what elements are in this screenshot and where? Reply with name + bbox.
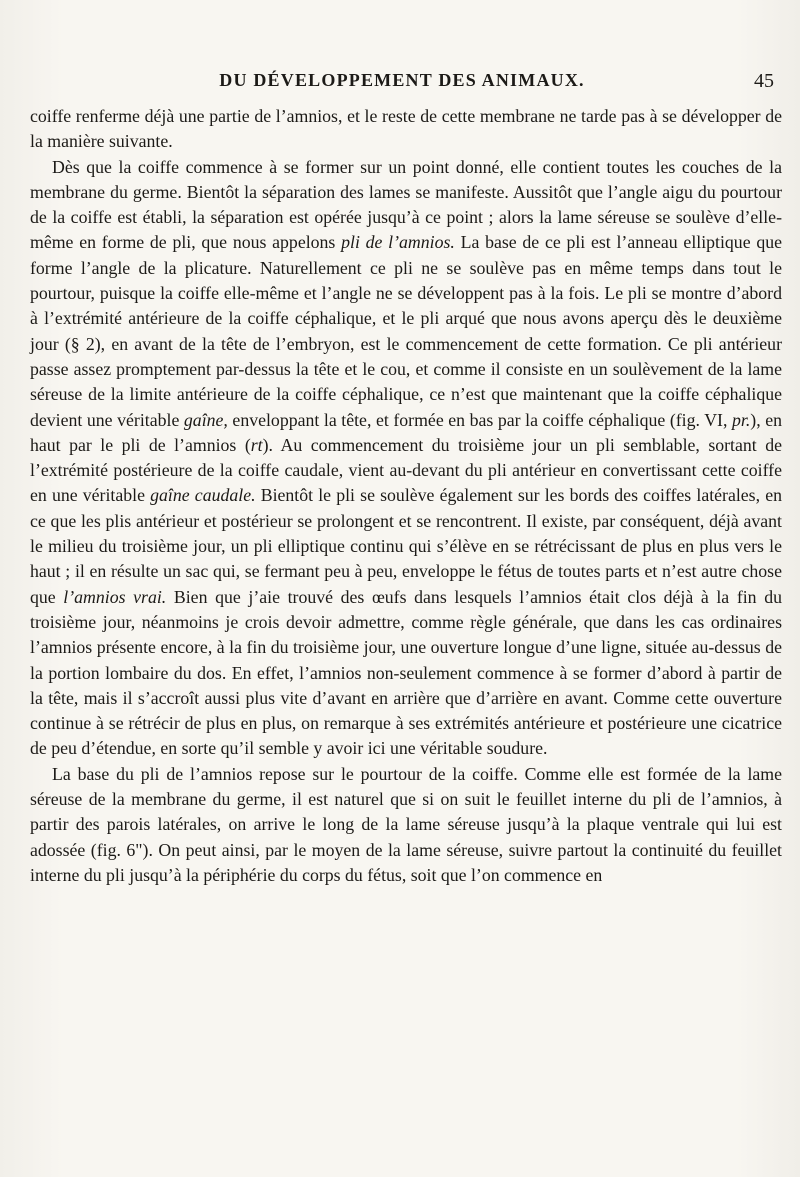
- paragraph-amnios-formation: [30, 155, 782, 762]
- running-head: [30, 70, 774, 100]
- text-run: La base de ce pli est l’anneau elliptique que forme l’angle de la plicature. Naturellement ce pli ne se soulève pas en même temps dans tout le pourtour, puisque la coiffe elle-même et l’angle ne se développent pas à la fois. Le pli se montre d’abord à l’extrémité antérieure de la coiffe céphalique, et le pli arqué que nous avons aperçu dès le deuxième jour (§ 2), en avant de la tête de l’embryon, est le commencement de cette formation. Ce pli antérieur passe assez promptement par-dessus la tête et le cou, et comme il consiste en un soulèvement de la lame séreuse de la limite antérieure de la coiffe céphalique, ce n’est que maintenant que la coiffe céphalique devient une véritable: [30, 232, 783, 430]
- text-run: Bien que j’aie trouvé des œufs dans lesquels l’amnios était clos déjà à la fin du troisième jour, néanmoins je crois devoir admettre, comme règle générale, que dans les cas ordinaires l’amnios présente encore, à la fin du troisième jour, une ouverture longue d’une ligne, située au-dessus de la portion lombaire du dos. En effet, l’amnios non-seulement commence à se former d’abord à partir de la tête, mais il s’accroît aussi plus vite d’avant en arrière que d’arrière en avant. Comme cette ouverture continue à se rétrécir de plus en plus, on remarque à ses extrémités antérieure et postérieure une cicatrice de peu d’étendue, en sorte qu’il semble y avoir ici une véritable soudure.: [30, 586, 782, 759]
- italic-term: gaîne,: [183, 409, 228, 430]
- italic-term: gaîne caudale.: [150, 485, 256, 506]
- text-run: ). Au commencement du troisième jour un pli semblable, sortant de l’extrémité postérieure de la coiffe caudale, vient au-devant du pli antérieur en convertissant cette coiffe en une véritable: [30, 434, 782, 506]
- running-title: DU DÉVELOPPEMENT DES ANIMAUX.: [219, 70, 585, 90]
- paragraph-continuation: coiffe renferme déjà une partie de l’amnios, et le reste de cette membrane ne tarde pas à se développer de la manière suivante.: [30, 106, 782, 152]
- italic-term: pli de l’amnios.: [341, 232, 455, 253]
- page-number: 45: [754, 70, 774, 92]
- body-text: [30, 104, 782, 888]
- italic-term: rt: [250, 434, 263, 455]
- italic-term: pr.: [731, 409, 751, 430]
- text-run: enveloppant la tête, et formée en bas par la coiffe céphalique (fig. VI,: [227, 409, 732, 430]
- text-run: Dès que la coiffe commence à se former sur un point donné, elle contient toutes les couches de la membrane du germe. Bientôt la séparation des lames se manifeste. Aussitôt que l’angle aigu du pourtour de la coiffe est établi, la séparation est opérée jusqu’à ce point ; alors la lame séreuse se soulève d’elle-même en forme de pli, que nous appelons: [30, 156, 782, 253]
- paragraph-amnios-base: La base du pli de l’amnios repose sur le pourtour de la coiffe. Comme elle est formée de la lame séreuse de la membrane du germe, il est naturel que si on suit le feuillet interne du pli de l’amnios, à partir des parois latérales, on arrive le long de la lame séreuse jusqu’à la plaque ventrale qui lui est adossée (fig. 6"). On peut ainsi, par le moyen de la lame séreuse, suivre partout la continuité du feuillet interne du pli jusqu’à la périphérie du corps du fétus, soit que l’on commence en: [30, 763, 782, 885]
- italic-term: l’amnios vrai.: [63, 586, 167, 607]
- text-run: Bientôt le pli se soulève également sur les bords des coiffes latérales, en ce que les plis antérieur et postérieur se prolongent et se rencontrent. Il existe, par conséquent, déjà avant le milieu du troisième jour, un pli elliptique continu qui s’élève en se rétrécissant de plus en plus vers le haut ; il en résulte un sac qui, se fermant peu à peu, enveloppe le fétus de toutes parts et n’est autre chose que: [30, 485, 782, 607]
- text-run: ), en haut par le pli de l’amnios (: [30, 409, 782, 455]
